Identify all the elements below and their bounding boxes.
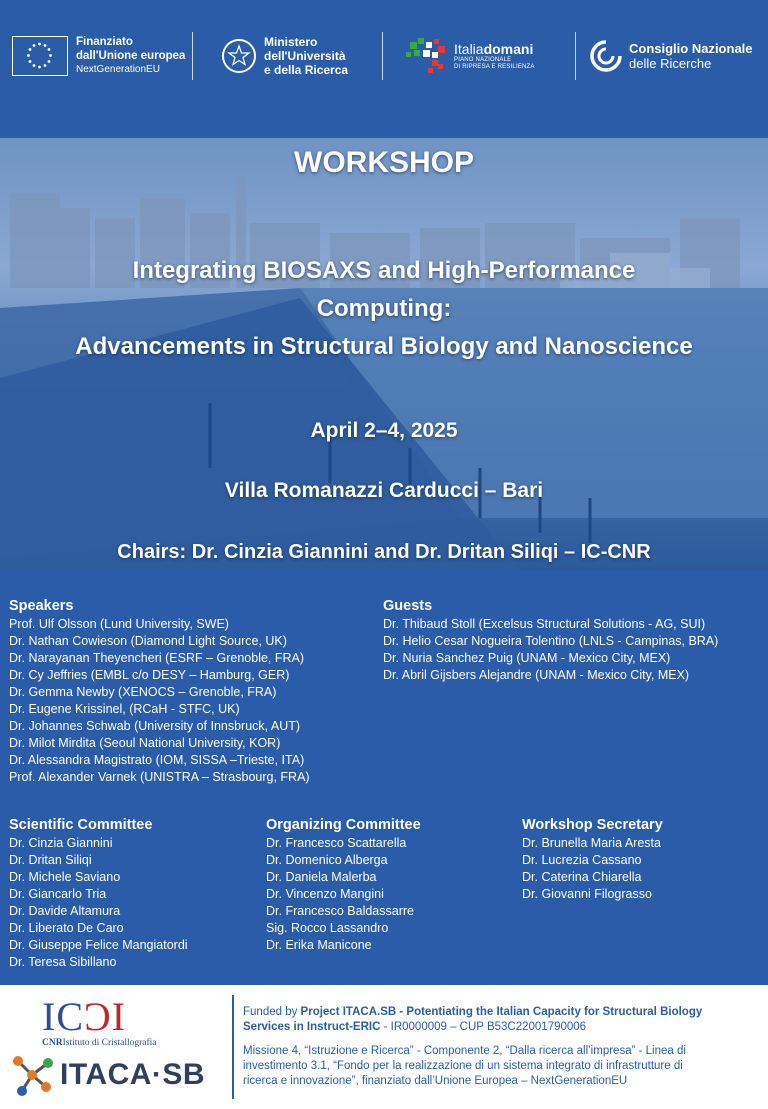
organizing-committee-member: Dr. Erika Manicone <box>266 938 372 952</box>
speaker-item: Dr. Narayanan Theyencheri (ESRF – Grenoble, FRA) <box>9 651 305 665</box>
organizing-committee-member: Dr. Daniela Malerba <box>266 870 377 884</box>
title-line2: Computing: <box>316 295 452 322</box>
secretary-member: Dr. Giovanni Filograsso <box>522 887 652 901</box>
itaca-molecule-icon <box>10 1053 56 1097</box>
italian-republic-emblem-icon <box>222 39 256 73</box>
scientific-committee-member: Dr. Michele Saviano <box>9 870 121 884</box>
scientific-committee-member: Dr. Giuseppe Felice Mangiatordi <box>9 938 188 952</box>
logo-header-band <box>0 0 768 138</box>
speaker-item: Dr. Cy Jeffries (EMBL c/o DESY – Hamburg, GER) <box>9 668 290 682</box>
guest-item: Dr. Nuria Sanchez Puig (UNAM - Mexico City, MEX) <box>383 651 671 665</box>
funding-statement: Funded by Project ITACA.SB - Potentiating the Italian Capacity for Structural Biology Services in Instruct-ERIC - IR0000009 – CUP B53C22001790006 <box>243 1006 703 1033</box>
header-divider <box>382 32 383 80</box>
mur-text-line3: e della Ricerca <box>264 63 349 77</box>
secretary-member: Dr. Caterina Chiarella <box>522 870 642 884</box>
mission-line1: Missione 4, “Istruzione e Ricerca” - Componente 2, “Dalla ricerca all’impresa” - Linea di <box>243 1045 686 1057</box>
itaca-sb-logo <box>10 1053 205 1097</box>
eu-text-line3: NextGenerationEU <box>76 64 160 75</box>
guest-item: Dr. Thibaud Stoll (Excelsus Structural Solutions - AG, SUI) <box>383 617 706 631</box>
hero-city-photo <box>0 138 768 570</box>
italia-name-bold: domani <box>483 40 534 57</box>
itaca-sb-wordmark: ITACA·SB <box>60 1058 206 1091</box>
speaker-item: Dr. Gemma Newby (XENOCS – Grenoble, FRA) <box>9 685 277 699</box>
scientific-committee-member: Dr. Giancarlo Tria <box>9 887 107 901</box>
italia-subtitle-line2: DI RIPRESA E RESILIENZA <box>454 63 535 70</box>
mur-text-line2: dell'Università <box>264 49 346 63</box>
workshop-title <box>0 252 768 366</box>
mission-statement <box>243 1044 686 1089</box>
title-line1: Integrating BIOSAXS and High-Performance <box>132 257 636 284</box>
scientific-committee-member: Dr. Cinzia Giannini <box>9 836 113 850</box>
event-date: April 2–4, 2025 <box>310 419 458 442</box>
organizing-committee-member: Dr. Francesco Baldassarre <box>266 904 414 918</box>
organizing-committee-member: Sig. Rocco Lassandro <box>266 921 389 935</box>
ic-logo-red-mark: Ɔ <box>84 994 112 1039</box>
scientific-committee-section <box>9 816 188 971</box>
eu-text-line2: dall'Unione europea <box>76 50 186 62</box>
speakers-section <box>9 597 310 786</box>
speaker-item: Dr. Milot Mirdita (Seoul National University, KOR) <box>9 736 281 750</box>
organizing-committee-heading: Organizing Committee <box>266 817 421 833</box>
speaker-item: Dr. Eugene Krissinel, (RCaH - STFC, UK) <box>9 702 240 716</box>
speaker-item: Dr. Alessandra Magistrato (IOM, SISSA –Trieste, ITA) <box>9 753 305 767</box>
organizing-committee-list <box>266 835 421 954</box>
scientific-committee-member: Dr. Dritan Siliqi <box>9 853 92 867</box>
ic-cnr-logo <box>42 994 157 1048</box>
workshop-secretary-section <box>522 816 663 903</box>
footer <box>0 985 768 1109</box>
organizing-committee-section <box>266 816 421 954</box>
guests-list <box>383 616 718 684</box>
secretary-member: Dr. Lucrezia Cassano <box>522 853 642 867</box>
eu-flag-icon <box>12 36 68 76</box>
header-divider <box>192 32 193 80</box>
ic-logo-letters: ICƆI <box>42 994 127 1039</box>
italia-domani-logo <box>404 30 535 82</box>
speaker-item: Dr. Johannes Schwab (University of Innsbruck, AUT) <box>9 719 301 733</box>
workshop-kicker: WORKSHOP <box>294 146 474 179</box>
cnr-text-line1: Consiglio Nazionale <box>629 41 753 56</box>
header-divider <box>575 32 576 80</box>
speaker-item: Prof. Alexander Varnek (UNISTRA – Strasbourg, FRA) <box>9 770 310 784</box>
speakers-list <box>9 616 310 786</box>
organizing-committee-member: Dr. Francesco Scattarella <box>266 836 407 850</box>
ic-caption: Istituto di Cristallografia <box>62 1038 157 1048</box>
eu-text-line1: Finanziato <box>76 36 133 48</box>
cnr-ring-icon <box>589 39 623 73</box>
organizing-committee-member: Dr. Vincenzo Mangini <box>266 887 384 901</box>
funded-project-name: Project ITACA.SB - Potentiating the Italian Capacity for Structural Biology <box>300 1006 703 1018</box>
workshop-secretary-list <box>522 835 663 903</box>
ic-caption-bold: CNR <box>42 1038 63 1048</box>
speaker-item: Prof. Ulf Olsson (Lund University, SWE) <box>9 617 229 631</box>
italia-name-light: Italia <box>454 40 484 57</box>
mission-line2: investimento 3.1, “Fondo per la realizzazione di un sistema integrato di infrastrutture di <box>243 1060 683 1072</box>
secretary-member: Dr. Brunella Maria Aresta <box>522 836 661 850</box>
guests-heading: Guests <box>383 598 433 614</box>
organizing-committee-member: Dr. Domenico Alberga <box>266 853 388 867</box>
eu-funding-logo <box>12 30 185 82</box>
cnr-logo <box>589 30 753 82</box>
cnr-text-line2: delle Ricerche <box>629 56 712 71</box>
italia-subtitle-line1: PIANO NAZIONALE <box>454 56 512 63</box>
mur-text-line1: Ministero <box>264 35 318 49</box>
scientific-committee-list <box>9 835 188 971</box>
mission-line3: ricerca e innovazione”, finanziato dall’Unione Europea – NextGenerationEU <box>243 1075 628 1087</box>
guest-item: Dr. Abril Gijsbers Alejandre (UNAM - Mexico City, MEX) <box>383 668 690 682</box>
scientific-committee-member: Dr. Davide Altamura <box>9 904 121 918</box>
mur-logo <box>222 30 348 82</box>
workshop-secretary-heading: Workshop Secretary <box>522 817 663 833</box>
funded-project-codes: - IR0000009 – CUP B53C22001790006 <box>380 1021 587 1033</box>
title-line3: Advancements in Structural Biology and Nanoscience <box>75 333 693 360</box>
funded-project-name-cont: Services in Instruct-ERIC <box>243 1021 381 1033</box>
footer-divider <box>232 995 234 1099</box>
italy-map-icon <box>404 34 450 78</box>
scientific-committee-member: Dr. Teresa Sibillano <box>9 955 117 969</box>
event-venue: Villa Romanazzi Carducci – Bari <box>224 479 544 502</box>
scientific-committee-member: Dr. Liberato De Caro <box>9 921 124 935</box>
guest-item: Dr. Helio Cesar Nogueira Tolentino (LNLS - Campinas, BRA) <box>383 634 719 648</box>
speaker-item: Dr. Nathan Cowieson (Diamond Light Source, UK) <box>9 634 287 648</box>
event-chairs: Chairs: Dr. Cinzia Giannini and Dr. Dritan Siliqi – IC-CNR <box>117 541 651 563</box>
guests-section <box>383 597 718 684</box>
scientific-committee-heading: Scientific Committee <box>9 817 153 833</box>
speakers-heading: Speakers <box>9 598 74 614</box>
